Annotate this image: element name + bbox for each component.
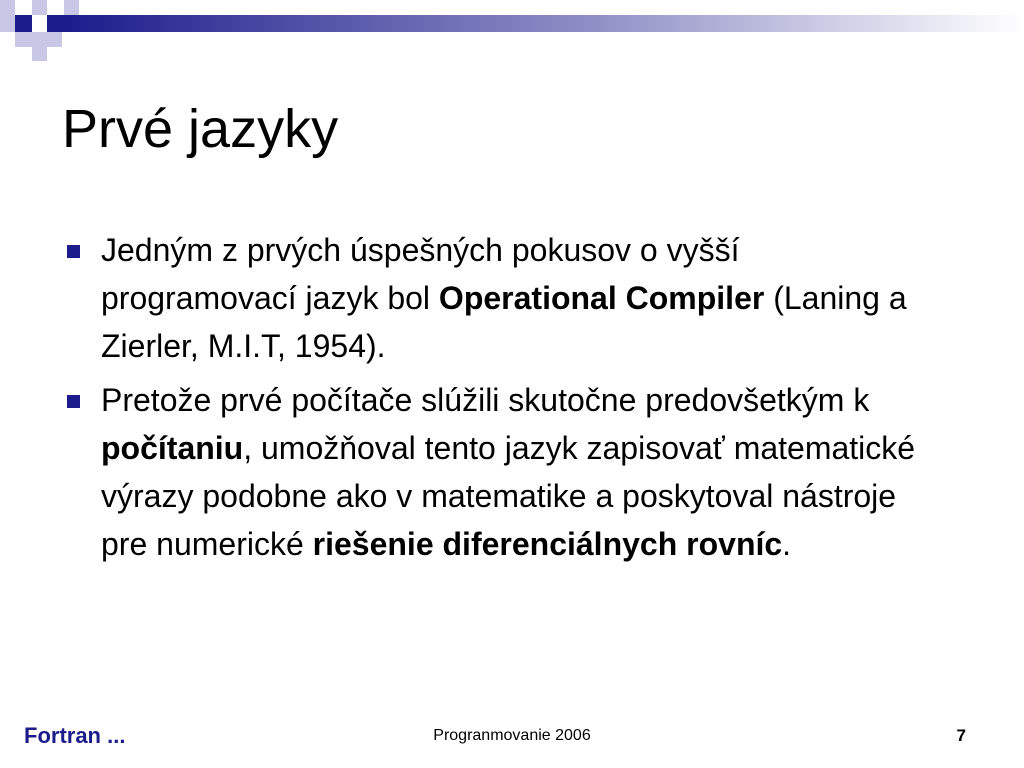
bullet-bold-text: riešenie diferenciálnych rovníc: [312, 526, 783, 562]
footer-section-label: Fortran ...: [24, 723, 126, 748]
bullet-bold-text: Operational Compiler: [438, 280, 765, 316]
bullet-text: (Laning a Zierler, M.I.T, 1954).: [101, 280, 907, 364]
bullet-item: [62, 226, 942, 370]
bullet-text: Pretože prvé počítače slúžili skutočne predovšetkým k: [101, 382, 870, 418]
bullet-item: [62, 376, 942, 568]
footer-course-label: Progranmovanie 2006: [433, 727, 591, 744]
bullet-text: , umožňoval tento jazyk zapisovať matematické výrazy podobne ako v matematike a poskytoval nástroje pre numerické: [101, 430, 916, 562]
slide-title: Prvé jazyky: [62, 99, 339, 159]
bullet-text: Jedným z prvých úspešných pokusov o vyšší programovací jazyk bol: [101, 232, 740, 316]
bullet-bold-text: počítaniu: [101, 430, 244, 466]
square-bullet-icon: [67, 395, 80, 408]
page-number: 7: [956, 726, 966, 745]
checker-band-graphic: [0, 0, 1024, 62]
square-bullet-icon: [67, 245, 80, 258]
bullet-text: .: [782, 526, 792, 562]
bullet-list: [62, 226, 942, 574]
header-decoration: [0, 0, 1024, 62]
